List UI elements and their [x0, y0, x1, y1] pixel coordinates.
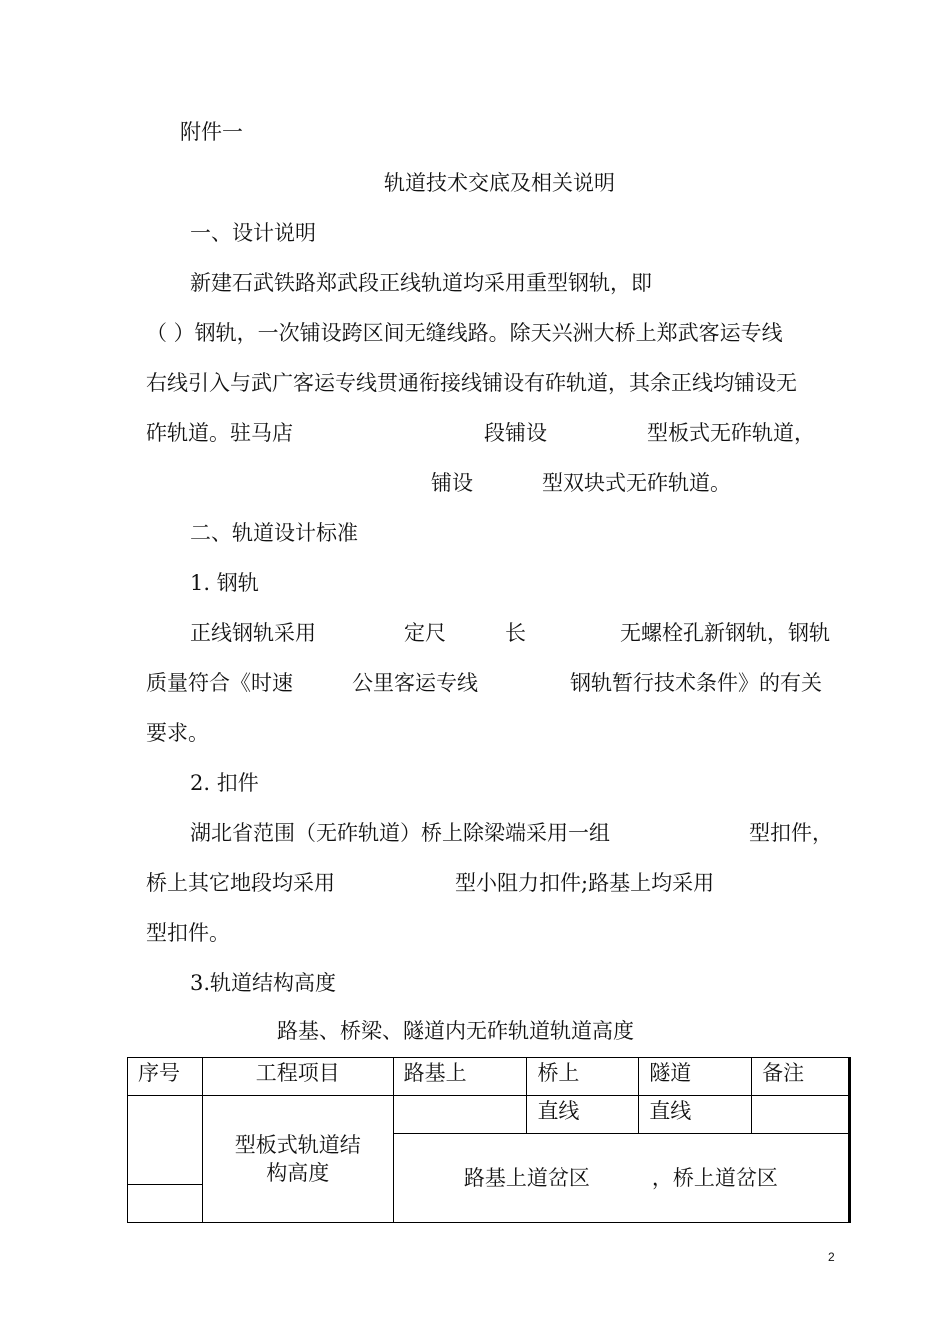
index-cell: [128, 1096, 203, 1185]
section1-heading: 一、设计说明: [190, 221, 316, 245]
turnout-bridge-text: ，桥上道岔区: [651, 1166, 778, 1190]
table-border-line: [849, 1057, 851, 1223]
paragraph-fragment: 长: [505, 621, 526, 645]
paragraph-fragment: 公里客运专线: [352, 671, 478, 695]
paragraph-fragment: 无螺栓孔新钢轨，钢轨: [620, 621, 830, 645]
table-header-row: [128, 1058, 849, 1096]
subsection-fastener: 2. 扣件: [190, 771, 259, 795]
document-title: 轨道技术交底及相关说明: [384, 171, 615, 195]
header-cell: 路基上: [393, 1058, 527, 1096]
item-cell: [202, 1096, 393, 1223]
index-cell: [128, 1185, 203, 1223]
bridge-cell: 直线: [527, 1096, 639, 1134]
table-caption: 路基、桥梁、隧道内无砟轨道轨道高度: [277, 1019, 634, 1043]
tunnel-cell: 直线: [639, 1096, 752, 1134]
header-cell: 工程项目: [202, 1058, 393, 1096]
paragraph-fragment: 型双块式无砟轨道。: [542, 471, 731, 495]
table-row: [128, 1096, 849, 1134]
paragraph-line: 要求。: [146, 721, 209, 745]
header-cell: 桥上: [527, 1058, 639, 1096]
paragraph-line: 质量符合《时速: [146, 671, 293, 695]
subgrade-cell: [393, 1096, 527, 1134]
paragraph-line: 桥上其它地段均采用: [146, 871, 335, 895]
paragraph-fragment: 铺设: [431, 471, 473, 495]
subsection-height: 3.轨道结构高度: [190, 971, 337, 995]
header-cell: 备注: [752, 1058, 849, 1096]
header-cell: 隧道: [639, 1058, 752, 1096]
paragraph-line: 砟轨道。驻马店: [146, 421, 293, 445]
paragraph-line: 湖北省范围（无砟轨道）桥上除梁端采用一组: [190, 821, 610, 845]
turnout-subgrade-text: 路基上道岔区: [463, 1166, 590, 1190]
track-height-table: [127, 1057, 849, 1223]
subsection-rail: 1. 钢轨: [190, 571, 259, 595]
paragraph-line: 新建石武铁路郑武段正线轨道均采用重型钢轨，即: [190, 271, 652, 295]
paragraph-fragment: 型小阻力扣件;路基上均采用: [455, 871, 715, 895]
page-number: 2: [828, 1250, 835, 1264]
paragraph-fragment: 段铺设: [484, 421, 547, 445]
paragraph-fragment: 型板式无砟轨道，: [647, 421, 815, 445]
paragraph-fragment: 钢轨暂行技术条件》的有关: [570, 671, 822, 695]
item-label: 型板式轨道结构高度: [234, 1133, 361, 1185]
paragraph-fragment: 定尺: [404, 621, 446, 645]
header-cell: 序号: [128, 1058, 203, 1096]
turnout-cell: [393, 1134, 848, 1223]
attachment-label: 附件一: [180, 120, 243, 144]
paragraph-line: 右线引入与武广客运专线贯通衔接线铺设有砟轨道，其余正线均铺设无: [146, 371, 797, 395]
remark-cell: [752, 1096, 849, 1134]
section2-heading: 二、轨道设计标准: [190, 521, 358, 545]
paragraph-fragment: 型扣件，: [749, 821, 833, 845]
paragraph-line: 型扣件。: [146, 921, 230, 945]
paragraph-line: 正线钢轨采用: [190, 621, 316, 645]
paragraph-line: （ ）钢轨，一次铺设跨区间无缝线路。除天兴洲大桥上郑武客运专线: [146, 321, 783, 345]
